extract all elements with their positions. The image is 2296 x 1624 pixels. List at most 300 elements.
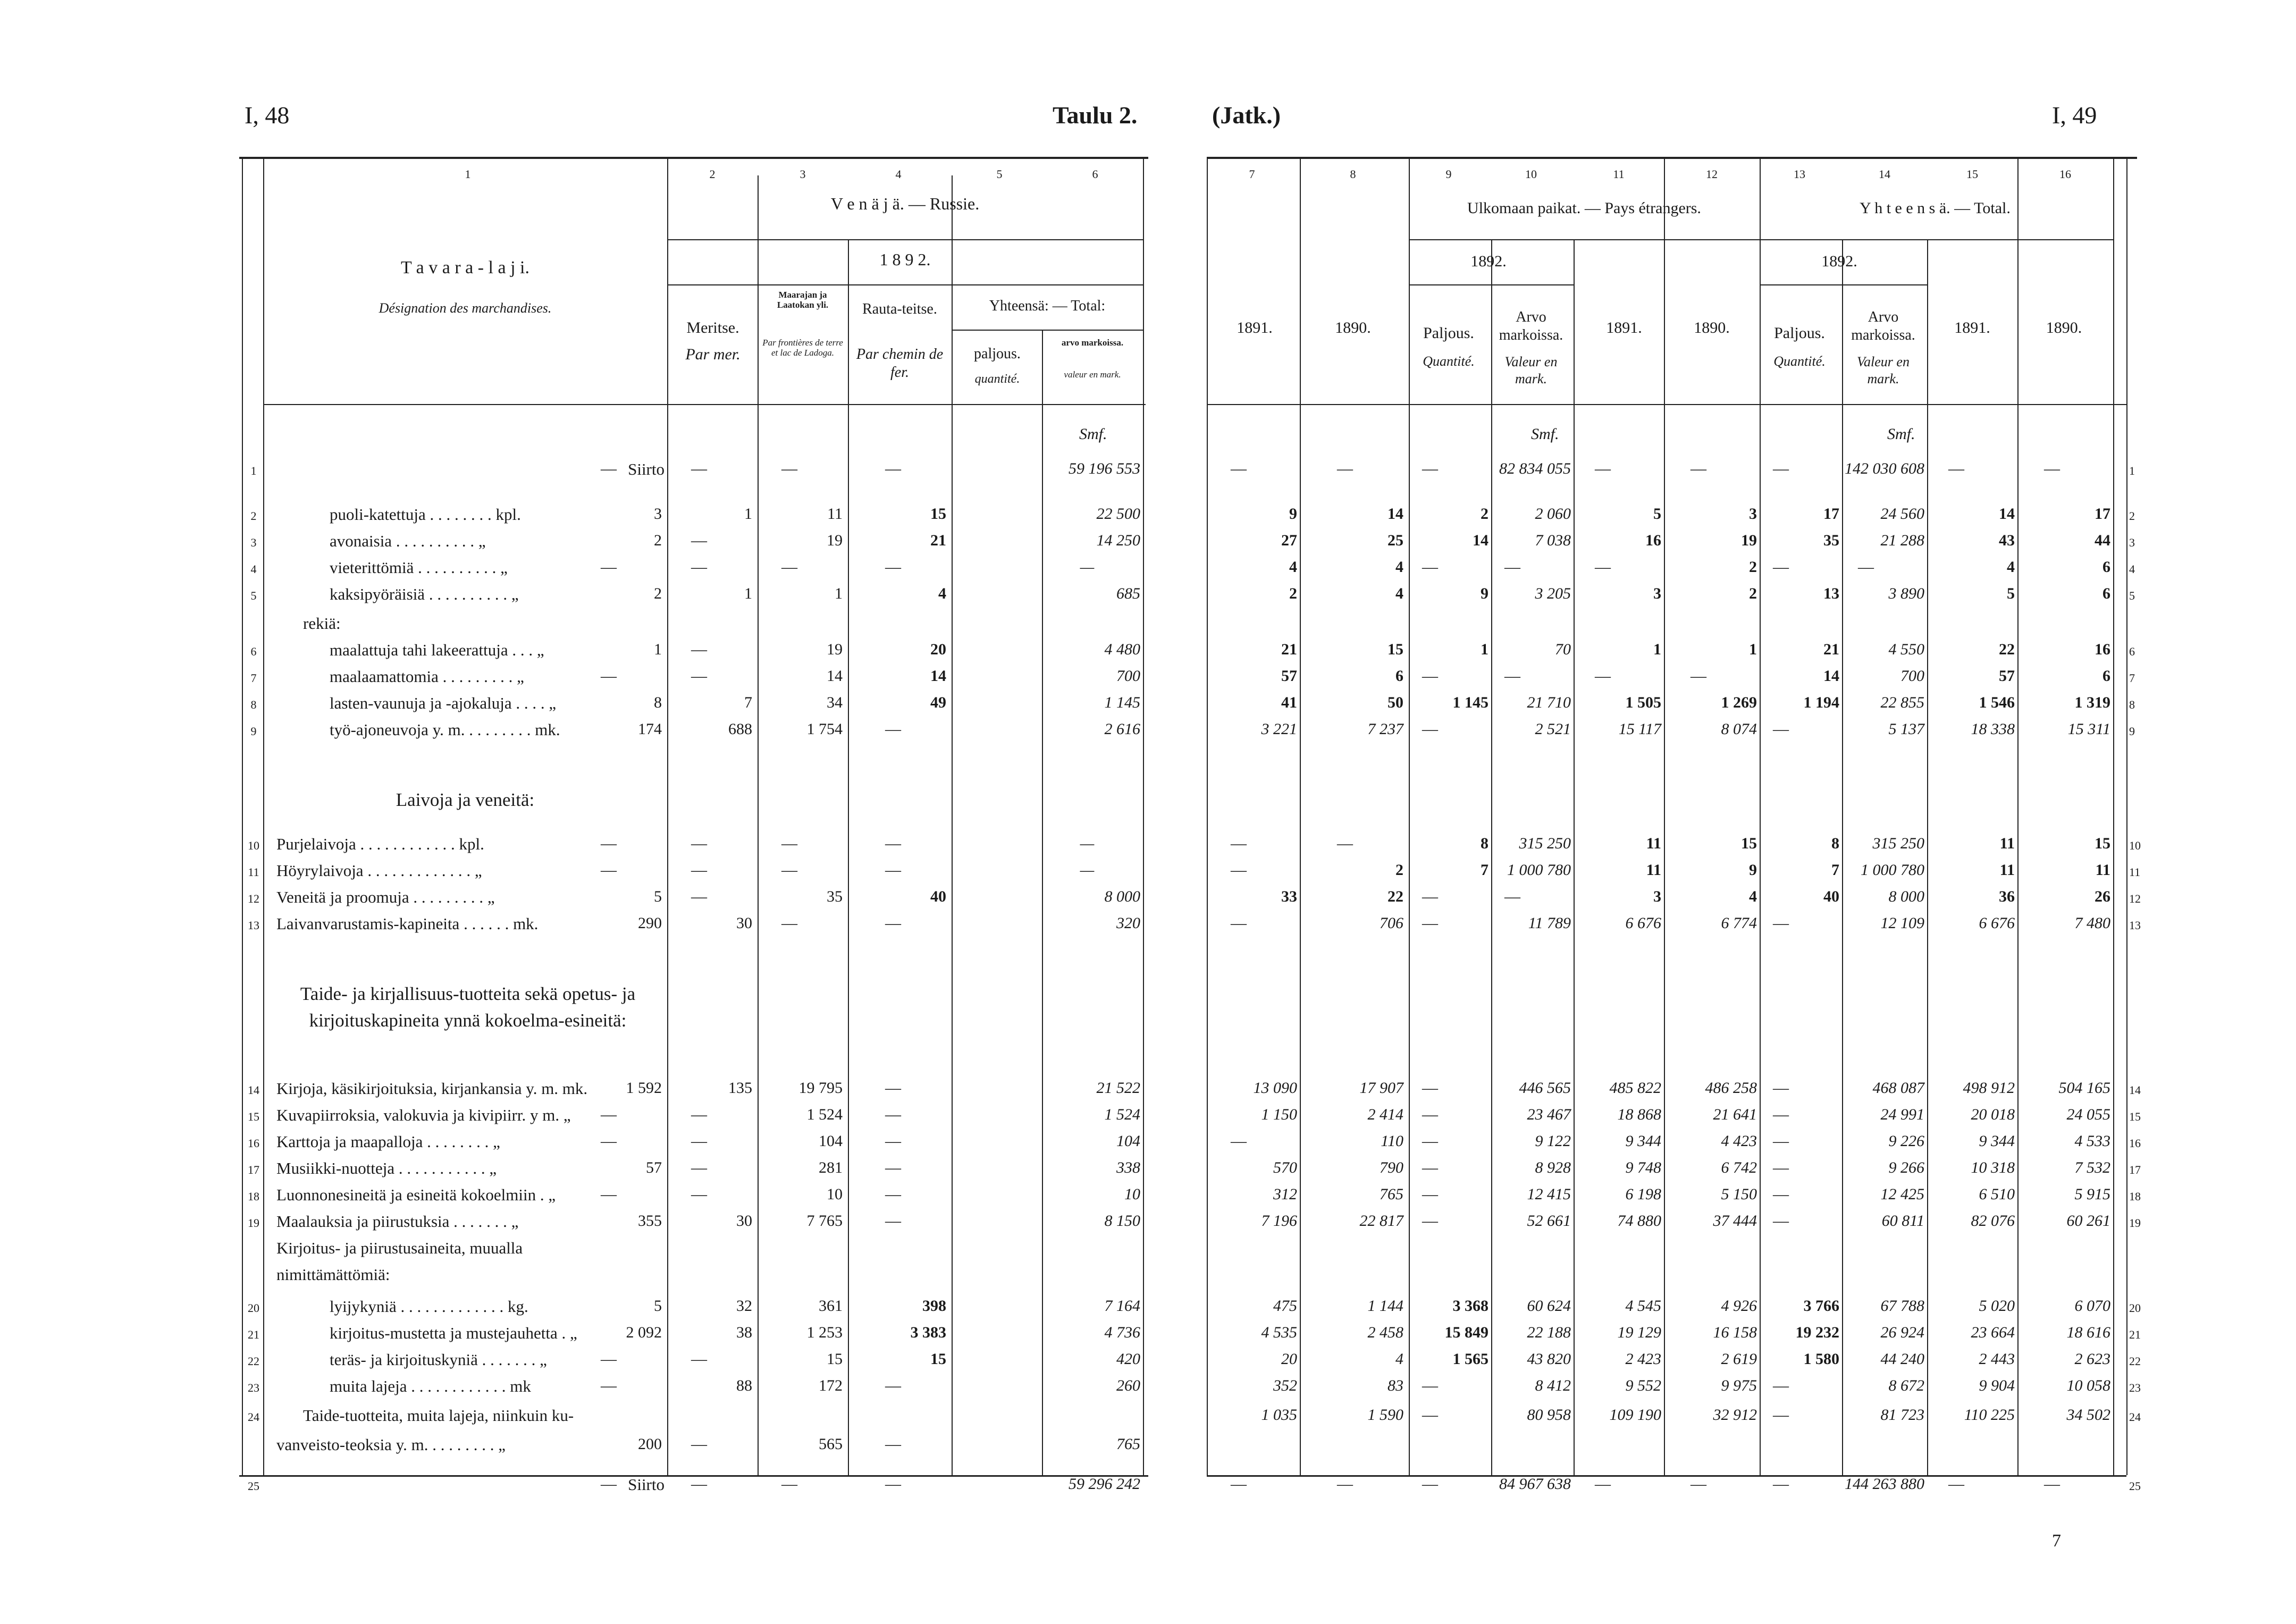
table-cell: 18 868 bbox=[1617, 1106, 1661, 1123]
table-cell: 11 bbox=[1646, 835, 1661, 852]
row-label: työ-ajoneuvoja y. m. . . . . . . . . mk. bbox=[330, 720, 560, 739]
table-cell: 144 263 880 bbox=[1845, 1475, 1924, 1493]
table-cell: 11 bbox=[2095, 861, 2110, 879]
row-number: 24 bbox=[2129, 1410, 2141, 1424]
col-number: 14 bbox=[1879, 167, 1890, 181]
table-cell: 19 bbox=[827, 532, 843, 549]
table-cell: 4 480 bbox=[1104, 641, 1140, 658]
row-number: 1 bbox=[2129, 464, 2135, 477]
table-cell: 18 616 bbox=[2066, 1324, 2110, 1341]
table-cell: 9 904 bbox=[1979, 1377, 2015, 1394]
table-cell: — bbox=[1231, 1475, 1247, 1493]
row-label: Purjelaivoja . . . . . . . . . . . . kpl. bbox=[276, 835, 484, 853]
table-cell: 7 164 bbox=[1104, 1297, 1140, 1315]
table-cell: — bbox=[691, 1159, 707, 1176]
currency-mark: Smf. bbox=[1079, 425, 1107, 443]
col-number: 13 bbox=[1794, 167, 1805, 181]
table-cell: 59 196 553 bbox=[1069, 460, 1140, 477]
table-cell: 4 bbox=[1289, 558, 1297, 576]
table-cell: — bbox=[601, 1132, 617, 1150]
table-cell: 21 bbox=[930, 532, 946, 549]
table-cell: — bbox=[1504, 888, 1520, 905]
table-cell: 37 444 bbox=[1713, 1212, 1757, 1230]
table-cell: 74 880 bbox=[1617, 1212, 1661, 1230]
table-cell: 7 196 bbox=[1261, 1212, 1297, 1230]
table-cell: — bbox=[691, 1132, 707, 1150]
table-cell: 6 742 bbox=[1721, 1159, 1757, 1176]
row-number: 3 bbox=[250, 536, 257, 549]
row-label: Kirjoitus- ja piirustusaineita, muualla bbox=[276, 1239, 523, 1257]
row-number: 6 bbox=[250, 645, 257, 658]
section-laivoja: Laivoja ja veneitä: bbox=[396, 789, 535, 810]
vline bbox=[2113, 157, 2114, 1475]
row-number: 16 bbox=[248, 1137, 259, 1150]
table-cell: — bbox=[1773, 1406, 1789, 1424]
table-cell: 7 765 bbox=[806, 1212, 843, 1230]
table-cell: 88 bbox=[736, 1377, 752, 1394]
table-cell: 1 319 bbox=[2074, 694, 2110, 711]
col-number: 2 bbox=[709, 167, 716, 181]
table-cell: 4 736 bbox=[1104, 1324, 1140, 1341]
table-cell: — bbox=[601, 460, 617, 477]
table-cell: — bbox=[1773, 1475, 1789, 1493]
table-cell: 14 bbox=[1823, 667, 1839, 685]
table-cell: 8 412 bbox=[1535, 1377, 1571, 1394]
vline bbox=[1927, 239, 1928, 1475]
table-cell: 1 145 bbox=[1452, 694, 1488, 711]
h-arvo-fr: valeur en mark. bbox=[1064, 369, 1121, 380]
table-cell: 43 bbox=[1999, 532, 2015, 549]
table-cell: 34 502 bbox=[2066, 1406, 2110, 1424]
table-cell: — bbox=[885, 1079, 901, 1097]
table-cell: 27 bbox=[1281, 532, 1297, 549]
table-cell: 315 250 bbox=[1872, 835, 1924, 852]
table-cell: 8 928 bbox=[1535, 1159, 1571, 1176]
row-number: 19 bbox=[2129, 1216, 2141, 1230]
table-cell: 22 bbox=[1387, 888, 1403, 905]
group-ulkomaan: Ulkomaan paikat. — Pays étrangers. bbox=[1467, 199, 1701, 217]
table-cell: 1 bbox=[744, 505, 752, 523]
table-cell: 109 190 bbox=[1609, 1406, 1661, 1424]
hrule bbox=[1207, 404, 2126, 405]
table-cell: 6 676 bbox=[1979, 914, 2015, 932]
table-cell: — bbox=[1948, 460, 1964, 477]
table-cell: 2 bbox=[1395, 861, 1403, 879]
table-cell: 2 521 bbox=[1535, 720, 1571, 738]
table-cell: 50 bbox=[1387, 694, 1403, 711]
table-cell: 34 bbox=[827, 694, 843, 711]
table-cell: 1 269 bbox=[1721, 694, 1757, 711]
table-cell: — bbox=[781, 914, 797, 932]
table-cell: — bbox=[1080, 835, 1095, 852]
row-number: 23 bbox=[2129, 1381, 2141, 1394]
table-cell: 338 bbox=[1116, 1159, 1140, 1176]
vline bbox=[952, 175, 953, 1475]
h-paljous-fr: Quantité. bbox=[1773, 354, 1826, 369]
col-number: 5 bbox=[996, 167, 1003, 181]
col-number: 4 bbox=[895, 167, 902, 181]
row-label: Siirto bbox=[628, 1475, 665, 1494]
table-cell: 4 545 bbox=[1625, 1297, 1661, 1315]
table-cell: 8 672 bbox=[1888, 1377, 1924, 1394]
table-cell: — bbox=[1773, 558, 1789, 576]
table-cell: — bbox=[885, 460, 901, 477]
table-cell: 1 bbox=[744, 585, 752, 602]
table-cell: 6 676 bbox=[1625, 914, 1661, 932]
table-cell: 110 bbox=[1381, 1132, 1403, 1150]
table-cell: 60 261 bbox=[2066, 1212, 2110, 1230]
table-cell: 82 076 bbox=[1971, 1212, 2015, 1230]
table-cell: 2 bbox=[1289, 585, 1297, 602]
table-cell: 14 250 bbox=[1096, 532, 1140, 549]
table-cell: — bbox=[1231, 835, 1247, 852]
vline bbox=[1207, 157, 1208, 1475]
table-cell: 1 253 bbox=[806, 1324, 843, 1341]
col-number: 9 bbox=[1445, 167, 1452, 181]
year-1891: 1891. bbox=[1237, 319, 1273, 336]
table-cell: — bbox=[691, 1350, 707, 1368]
table-cell: — bbox=[2044, 460, 2060, 477]
table-cell: 7 bbox=[1481, 861, 1488, 879]
table-cell: — bbox=[1858, 558, 1874, 576]
table-cell: 14 bbox=[1387, 505, 1403, 523]
table-cell: — bbox=[601, 1185, 617, 1203]
row-label: Musiikki-nuotteja . . . . . . . . . . . „ bbox=[276, 1159, 497, 1177]
table-cell: 2 616 bbox=[1104, 720, 1140, 738]
table-cell: 7 237 bbox=[1367, 720, 1403, 738]
table-cell: 174 bbox=[638, 720, 662, 738]
h-maarajan: Maarajan ja Laatokan yli. bbox=[777, 290, 829, 310]
table-cell: — bbox=[885, 1106, 901, 1123]
row-number: 9 bbox=[2129, 725, 2135, 738]
table-cell: 4 bbox=[1395, 558, 1403, 576]
table-cell: 24 560 bbox=[1880, 505, 1924, 523]
year-1892: 1892. bbox=[1821, 253, 1857, 270]
table-cell: — bbox=[1422, 1377, 1438, 1394]
table-cell: 5 915 bbox=[2074, 1185, 2110, 1203]
table-cell: 22 855 bbox=[1880, 694, 1924, 711]
table-cell: 9 bbox=[1289, 505, 1297, 523]
table-cell: 14 bbox=[1473, 532, 1488, 549]
page-number: I, 48 bbox=[245, 102, 290, 129]
table-cell: 8 074 bbox=[1721, 720, 1757, 738]
row-number: 23 bbox=[248, 1381, 259, 1394]
table-cell: 685 bbox=[1116, 585, 1140, 602]
table-cell: — bbox=[1595, 460, 1611, 477]
table-cell: 17 907 bbox=[1359, 1079, 1403, 1097]
table-cell: 49 bbox=[930, 694, 946, 711]
h-arvo: Arvo markoissa. bbox=[1851, 309, 1915, 343]
table-cell: 17 bbox=[2095, 505, 2110, 523]
table-cell: 15 311 bbox=[2067, 720, 2110, 738]
h-paljous: Paljous. bbox=[1774, 324, 1825, 342]
table-cell: — bbox=[1595, 558, 1611, 576]
table-cell: 23 664 bbox=[1971, 1324, 2015, 1341]
table-cell: 9 bbox=[1749, 861, 1757, 879]
row-label: Siirto bbox=[628, 460, 665, 478]
table-cell: 398 bbox=[922, 1297, 946, 1315]
table-cell: 700 bbox=[1900, 667, 1924, 685]
table-cell: 16 bbox=[1645, 532, 1661, 549]
table-cell: 5 bbox=[1653, 505, 1661, 523]
row-number: 11 bbox=[248, 865, 259, 879]
table-cell: 2 623 bbox=[2074, 1350, 2110, 1368]
table-cell: 52 661 bbox=[1527, 1212, 1571, 1230]
row-label: nimittämättömiä: bbox=[276, 1265, 390, 1284]
table-cell: — bbox=[601, 667, 617, 685]
row-number: 2 bbox=[250, 509, 257, 523]
table-cell: 24 055 bbox=[2066, 1106, 2110, 1123]
table-cell: 9 122 bbox=[1535, 1132, 1571, 1150]
table-cell: — bbox=[1773, 1212, 1789, 1230]
row-number: 19 bbox=[248, 1216, 259, 1230]
table-cell: 570 bbox=[1273, 1159, 1297, 1176]
table-cell: 104 bbox=[819, 1132, 843, 1150]
table-cell: 1 524 bbox=[806, 1106, 843, 1123]
table-cell: — bbox=[1773, 460, 1789, 477]
table-cell: 11 bbox=[1999, 835, 2015, 852]
row-label: Maalauksia ja piirustuksia . . . . . . . „ bbox=[276, 1212, 519, 1231]
row-number: 24 bbox=[248, 1410, 259, 1424]
row-label: rekiä: bbox=[303, 614, 341, 633]
h-paljous: paljous. bbox=[974, 346, 1021, 362]
table-cell: 315 250 bbox=[1519, 835, 1571, 852]
table-cell: 5 bbox=[2007, 585, 2015, 602]
table-cell: 2 bbox=[1749, 585, 1757, 602]
table-cell: — bbox=[1773, 1185, 1789, 1203]
table-cell: 361 bbox=[819, 1297, 843, 1315]
col-number: 3 bbox=[800, 167, 806, 181]
table-cell: 565 bbox=[819, 1435, 843, 1453]
table-cell: — bbox=[601, 1350, 617, 1368]
table-cell: 10 bbox=[827, 1185, 843, 1203]
table-cell: — bbox=[691, 888, 707, 905]
table-cell: 8 000 bbox=[1104, 888, 1140, 905]
table-cell: 44 bbox=[2095, 532, 2110, 549]
hrule bbox=[1409, 284, 1574, 285]
table-cell: — bbox=[691, 532, 707, 549]
table-cell: — bbox=[885, 558, 901, 576]
hrule bbox=[952, 330, 1143, 331]
table-cell: — bbox=[1231, 1132, 1247, 1150]
table-cell: — bbox=[1422, 667, 1438, 685]
col-number: 6 bbox=[1092, 167, 1098, 181]
h-meritse-fr: Par mer. bbox=[685, 346, 741, 363]
table-cell: 5 137 bbox=[1888, 720, 1924, 738]
table-cell: 4 bbox=[1749, 888, 1757, 905]
table-cell: 7 480 bbox=[2074, 914, 2110, 932]
vline bbox=[1300, 157, 1301, 1475]
row-number: 7 bbox=[2129, 671, 2135, 685]
table-cell: 3 383 bbox=[910, 1324, 946, 1341]
year-header: 1 8 9 2. bbox=[879, 250, 931, 269]
table-cell: — bbox=[781, 835, 797, 852]
table-cell: 15 bbox=[827, 1350, 843, 1368]
table-cell: 10 318 bbox=[1971, 1159, 2015, 1176]
table-cell: 9 552 bbox=[1625, 1377, 1661, 1394]
table-cell: — bbox=[1080, 558, 1095, 576]
table-cell: 1 bbox=[1653, 641, 1661, 658]
table-cell: — bbox=[1948, 1475, 1964, 1493]
table-cell: — bbox=[691, 861, 707, 879]
row-label: Veneitä ja proomuja . . . . . . . . . „ bbox=[276, 888, 495, 906]
table-cell: — bbox=[691, 667, 707, 685]
h-meritse: Meritse. bbox=[686, 319, 739, 336]
row-number: 12 bbox=[2129, 892, 2141, 905]
table-cell: 16 158 bbox=[1713, 1324, 1757, 1341]
table-cell: 320 bbox=[1116, 914, 1140, 932]
table-cell: 6 bbox=[2102, 667, 2110, 685]
table-cell: 80 958 bbox=[1527, 1406, 1571, 1424]
table-cell: 20 bbox=[1281, 1350, 1297, 1368]
table-cell: 5 150 bbox=[1721, 1185, 1757, 1203]
table-cell: 6 774 bbox=[1721, 914, 1757, 932]
table-cell: — bbox=[1422, 1079, 1438, 1097]
table-cell: 3 368 bbox=[1452, 1297, 1488, 1315]
table-cell: 446 565 bbox=[1519, 1079, 1571, 1097]
table-cell: 688 bbox=[728, 720, 752, 738]
table-cell: — bbox=[1595, 1475, 1611, 1493]
row-number: 4 bbox=[250, 562, 257, 576]
table-cell: 104 bbox=[1116, 1132, 1140, 1150]
row-label: vanveisto-teoksia y. m. . . . . . . . . „ bbox=[276, 1435, 506, 1454]
table-cell: 790 bbox=[1380, 1159, 1403, 1176]
table-cell: — bbox=[1422, 1132, 1438, 1150]
table-cell: 22 500 bbox=[1096, 505, 1140, 523]
table-cell: 1 bbox=[1749, 641, 1757, 658]
row-label: vieterittömiä . . . . . . . . . . „ bbox=[330, 558, 508, 577]
table-cell: 81 723 bbox=[1880, 1406, 1924, 1424]
table-cell: — bbox=[1691, 460, 1706, 477]
h-arvo-fr: Valeur en mark. bbox=[1504, 354, 1558, 386]
table-cell: — bbox=[885, 1159, 901, 1176]
table-cell: 23 467 bbox=[1527, 1106, 1571, 1123]
table-cell: — bbox=[1422, 720, 1438, 738]
h-yhteensa: Yhteensä: — Total: bbox=[989, 298, 1106, 314]
table-cell: — bbox=[1504, 558, 1520, 576]
table-cell: — bbox=[1337, 460, 1353, 477]
region-header: V e n ä j ä. — Russie. bbox=[830, 194, 980, 213]
table-cell: — bbox=[691, 1106, 707, 1123]
table-cell: 10 bbox=[1124, 1185, 1140, 1203]
table-cell: 110 225 bbox=[1964, 1406, 2015, 1424]
table-cell: 20 018 bbox=[1971, 1106, 2015, 1123]
table-cell: 8 bbox=[1831, 835, 1839, 852]
table-cell: 352 bbox=[1273, 1377, 1297, 1394]
table-cell: 21 288 bbox=[1880, 532, 1924, 549]
table-cell: 6 bbox=[2102, 585, 2110, 602]
row-label: kaksipyöräisiä . . . . . . . . . . „ bbox=[330, 585, 519, 603]
table-cell: — bbox=[781, 861, 797, 879]
h-arvo: Arvo markoissa. bbox=[1499, 309, 1563, 343]
row-label: maalaamattomia . . . . . . . . . „ bbox=[330, 667, 524, 686]
table-cell: 35 bbox=[827, 888, 843, 905]
table-cell: 3 766 bbox=[1803, 1297, 1839, 1315]
h-rauta: Rauta-teitse. bbox=[862, 301, 937, 317]
table-cell: — bbox=[601, 835, 617, 852]
table-cell: 3 890 bbox=[1888, 585, 1924, 602]
row-label: maalattuja tahi lakeerattuja . . . „ bbox=[330, 641, 544, 659]
table-cell: 1 592 bbox=[626, 1079, 662, 1097]
table-cell: 1 505 bbox=[1625, 694, 1661, 711]
table-cell: 18 338 bbox=[1971, 720, 2015, 738]
table-cell: 5 bbox=[654, 888, 662, 905]
table-cell: 11 bbox=[1999, 861, 2015, 879]
table-cell: — bbox=[885, 1475, 901, 1493]
year-1891: 1891. bbox=[1606, 319, 1642, 336]
row-number: 17 bbox=[2129, 1163, 2141, 1176]
table-cell: 11 789 bbox=[1528, 914, 1571, 932]
row-number: 12 bbox=[248, 892, 259, 905]
table-cell: — bbox=[885, 1212, 901, 1230]
table-cell: 13 090 bbox=[1253, 1079, 1297, 1097]
table-cell: — bbox=[691, 835, 707, 852]
table-cell: 2 443 bbox=[1979, 1350, 2015, 1368]
table-cell: 83 bbox=[1387, 1377, 1403, 1394]
table-cell: 7 532 bbox=[2074, 1159, 2110, 1176]
table-cell: — bbox=[1691, 667, 1706, 685]
table-cell: 420 bbox=[1116, 1350, 1140, 1368]
table-cell: — bbox=[1422, 1212, 1438, 1230]
table-cell: 8 150 bbox=[1104, 1212, 1140, 1230]
table-cell: 57 bbox=[646, 1159, 662, 1176]
row-number: 9 bbox=[250, 725, 257, 738]
table-cell: 26 bbox=[2095, 888, 2110, 905]
col-number: 12 bbox=[1706, 167, 1718, 181]
table-cell: 1 524 bbox=[1104, 1106, 1140, 1123]
table-cell: 172 bbox=[819, 1377, 843, 1394]
vline bbox=[848, 239, 849, 1475]
year-1890: 1890. bbox=[1694, 319, 1730, 336]
table-cell: 1 000 780 bbox=[1507, 861, 1571, 879]
table-cell: 2 bbox=[654, 532, 662, 549]
top-rule bbox=[239, 157, 1148, 159]
table-cell: 1 194 bbox=[1803, 694, 1839, 711]
row-label: muita lajeja . . . . . . . . . . . . mk bbox=[330, 1377, 531, 1395]
table-cell: 14 bbox=[1999, 505, 2015, 523]
table-cell: — bbox=[885, 1132, 901, 1150]
row-label: Luonnonesineitä ja esineitä kokoelmiin . „ bbox=[276, 1185, 556, 1204]
table-cell: 765 bbox=[1380, 1185, 1403, 1203]
table-cell: 8 bbox=[1481, 835, 1488, 852]
continuation-label: (Jatk.) bbox=[1212, 102, 1281, 129]
table-cell: 4 bbox=[2007, 558, 2015, 576]
row-number: 4 bbox=[2129, 562, 2135, 576]
table-cell: 9 266 bbox=[1888, 1159, 1924, 1176]
table-cell: 4 bbox=[1395, 585, 1403, 602]
year-1890: 1890. bbox=[1335, 319, 1371, 336]
table-cell: — bbox=[885, 1377, 901, 1394]
h-paljous-fr: quantité. bbox=[974, 372, 1020, 386]
table-cell: 67 788 bbox=[1880, 1297, 1924, 1315]
table-cell: 1 bbox=[835, 585, 843, 602]
table-cell: 35 bbox=[1823, 532, 1839, 549]
table-cell: 22 817 bbox=[1359, 1212, 1403, 1230]
table-cell: 32 912 bbox=[1713, 1406, 1757, 1424]
row-number: 15 bbox=[2129, 1110, 2141, 1123]
table-cell: 7 bbox=[744, 694, 752, 711]
table-cell: 25 bbox=[1387, 532, 1403, 549]
table-cell: 41 bbox=[1281, 694, 1297, 711]
row-number: 11 bbox=[2129, 865, 2141, 879]
table-cell: 6 bbox=[2102, 558, 2110, 576]
row-number: 5 bbox=[2129, 589, 2135, 602]
table-cell: — bbox=[1337, 835, 1353, 852]
table-cell: — bbox=[691, 558, 707, 576]
row-number: 22 bbox=[2129, 1354, 2141, 1368]
table-cell: 43 820 bbox=[1527, 1350, 1571, 1368]
h-rauta-fr: Par chemin de fer. bbox=[856, 346, 944, 381]
